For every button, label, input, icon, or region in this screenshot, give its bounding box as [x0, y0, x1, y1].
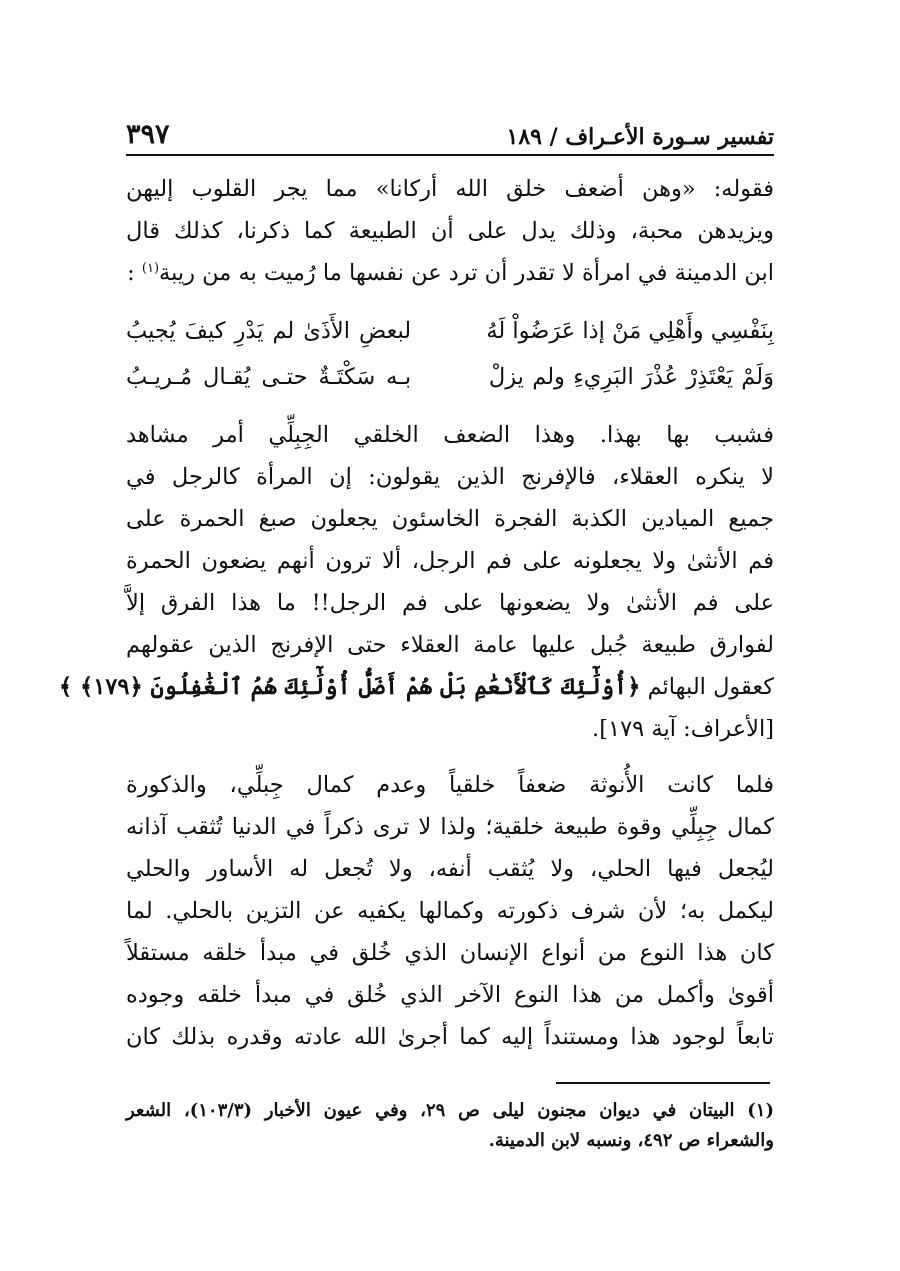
text-line: كمال جِبِلِّي وقوة طبيعة خلقية؛ ولذا لا ترى ذكراً في الدنيا تُثقب آذانه [126, 814, 774, 840]
footnote-ref[interactable]: (١) [141, 261, 160, 276]
quran-lead-text: كعقول البهائم [647, 674, 774, 700]
footnote [126, 1096, 774, 1156]
verse-reference: [الأعراف: آية ١٧٩]. [592, 716, 774, 742]
verse-first-hemistich: وَلَمْ يَعْتَذِرْ عُذْرَ البَرِيءِ ولم يزلْ [488, 364, 774, 390]
running-title: تفسير سـورة الأعـراف / ١٨٩ [506, 124, 774, 150]
verse-second-hemistich: بـه سَكْتَـةٌ حتـى يُقـال مُـريـبُ [126, 364, 412, 390]
page-header [126, 116, 774, 150]
text-line [59, 666, 774, 708]
text-line: على فم الأنثىٰ ولا يضعونها على فم الرجل!! ما هذا الفرق إلاَّ [126, 590, 774, 616]
quran-verse: ﴿أُوْلَٰٓئِكَ كَٱلْأَنْعَٰمِ بَلْ هُمْ أَضَلُّ أُوْلَٰٓئِكَ هُمُ ٱلْغَٰفِلُونَ ﴿١٧٩﴾ ﴾ [59, 674, 641, 700]
text-line: لفوارق طبيعة جُبل عليها عامة العقلاء حتى الإفرنج الذين عقولهم [126, 632, 774, 658]
text-line: جميع الميادين الكذبة الفجرة الخاسئون يجعلون صبغ الحمرة على [126, 506, 774, 532]
spacer [126, 294, 774, 308]
page-number: ٣٩٧ [126, 119, 170, 150]
paragraph-3 [126, 764, 774, 1058]
poem-verse [126, 354, 774, 400]
verse-first-hemistich: بِنَفْسِي وأَهْلِي مَنْ إذا عَرَضُواْ لَهُ [486, 318, 774, 344]
text-line: فقوله: «وهن أضعف خلق الله أركانا» مما يجر القلوب إليهن [126, 176, 774, 202]
text-line: ليُجعل فيها الحلي، ولا يُثقب أنفه، ولا تُجعل له الأساور والحلي [126, 856, 774, 882]
footnote-line: (١) البيتان في ديوان مجنون ليلى ص ٢٩، وفي عيون الأخبار (١٠٣/٣)، الشعر [126, 1100, 774, 1121]
footnote-separator [556, 1082, 770, 1084]
text-line: فشبب بها بهذا. وهذا الضعف الخلقي الجِبِلِّي أمر مشاهد [126, 422, 774, 448]
verse-second-hemistich: لبعضِ الأَذَىٰ لم يَدْرِ كيفَ يُجيبُ [126, 318, 412, 344]
header-rule [126, 154, 774, 156]
text-line-content: ابن الدمينة في امرأة لا تقدر أن ترد عن نفسها ما رُميت به من ريبة [159, 260, 774, 286]
text-line: لا ينكره العقلاء، فالإفرنج الذين يقولون: إن المرأة كالرجل في [126, 464, 774, 490]
poem [126, 308, 774, 400]
footnote-line: والشعراء ص ٤٩٢، ونسبه لابن الدمينة. [488, 1130, 774, 1151]
text-line: كان هذا النوع من أنواع الإنسان الذي خُلق في مبدأ خلقه مستقلاً [126, 940, 774, 966]
text-line: ويزيدهن محبة، وذلك يدل على أن الطبيعة كما ذكرنا، كذلك قال [126, 218, 774, 244]
text-line: أقوىٰ وأكمل من هذا النوع الآخر الذي خُلق في مبدأ خلقه وجوده [126, 982, 774, 1008]
text-line [126, 252, 774, 294]
text-line: تابعاً لوجود هذا ومستنداً إليه كما أجرىٰ الله عادته وقدره بذلك كان [126, 1024, 774, 1050]
paragraph-1 [126, 168, 774, 294]
spacer [126, 750, 774, 764]
text-line: ليكمل به؛ لأن شرف ذكورته وكمالها يكفيه عن التزين بالحلي. لما [126, 898, 774, 924]
spacer [126, 400, 774, 414]
poem-verse [126, 308, 774, 354]
text-line: فلما كانت الأُنوثة ضعفاً خلقياً وعدم كمال جِبلِّي، والذكورة [126, 772, 774, 798]
text-line-end: : [127, 260, 142, 286]
main-text [59, 168, 774, 1058]
text-line: فم الأنثىٰ ولا يجعلونه على فم الرجل، ألا ترون أنهم يضعون الحمرة [126, 548, 774, 574]
paragraph-2 [59, 414, 774, 750]
